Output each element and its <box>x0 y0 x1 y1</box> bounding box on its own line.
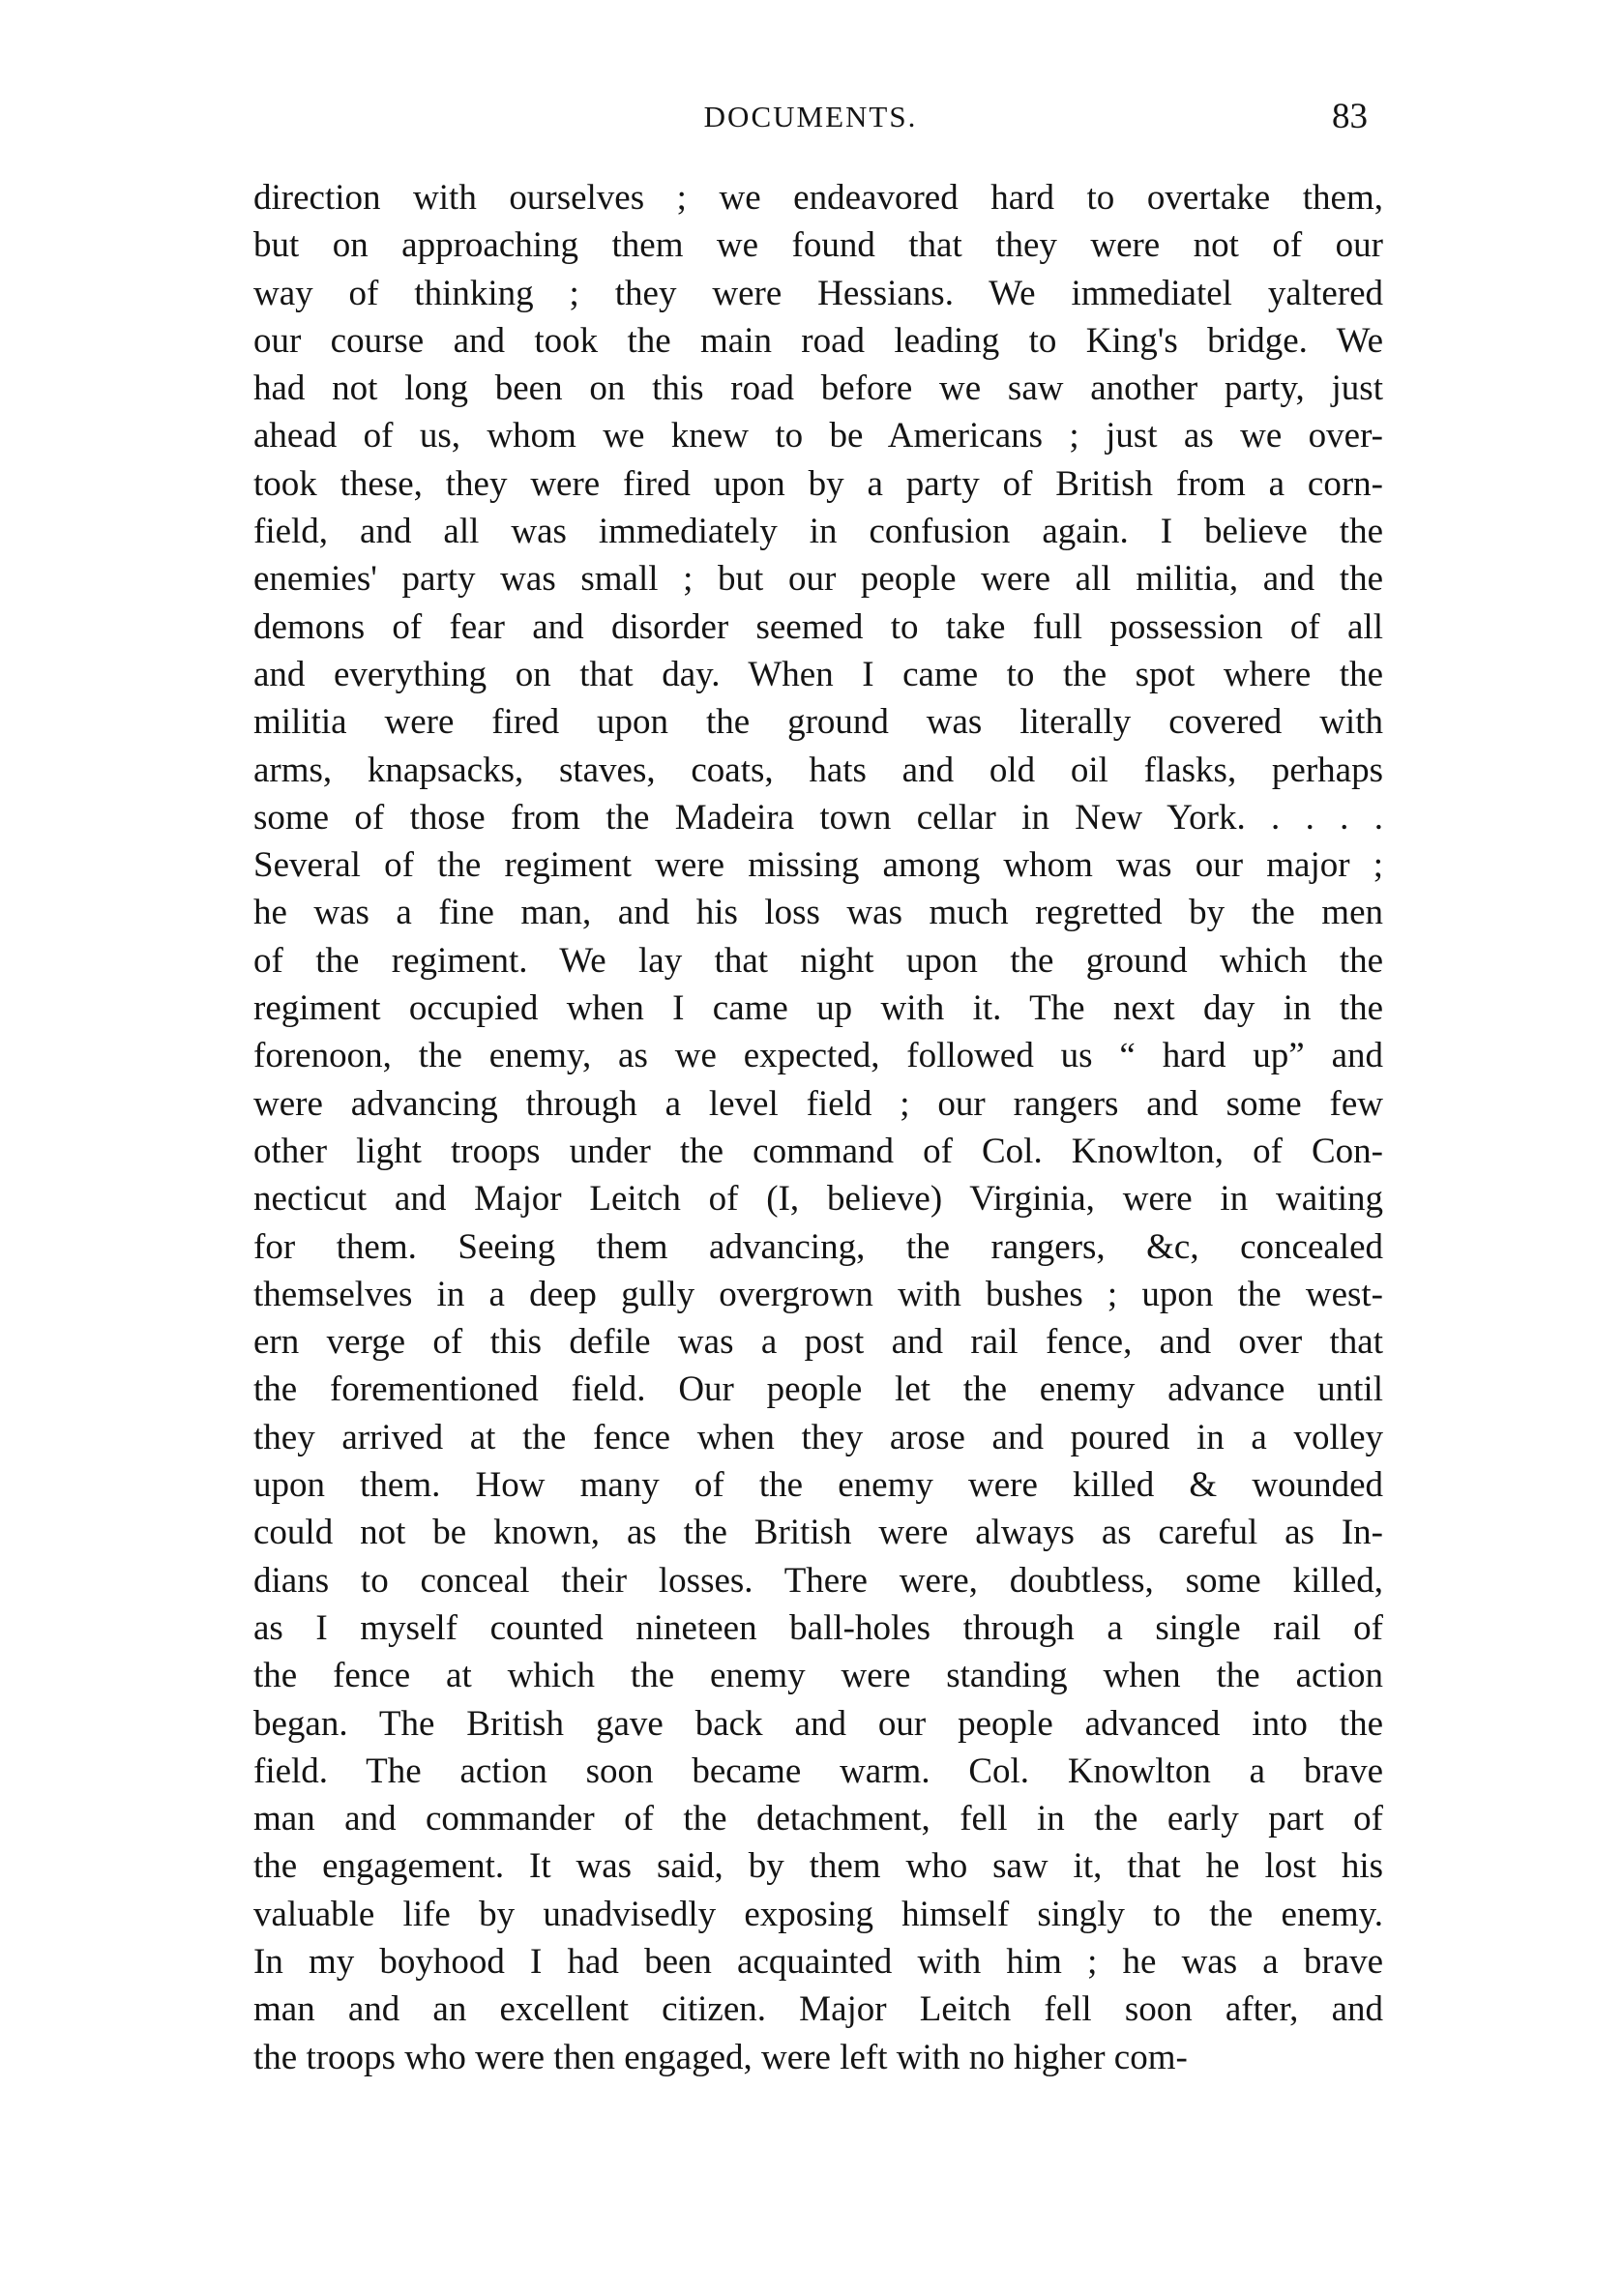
page-number: 83 <box>1332 97 1368 136</box>
text-line: man and an excellent citizen. Major Leitch fell soon after, and <box>253 1989 1383 2030</box>
text-line: and everything on that day. When I came to the spot where the <box>253 654 1383 694</box>
text-line: the fence at which the enemy were standing when the action <box>253 1656 1383 1696</box>
text-line: arms, knapsacks, staves, coats, hats and old oil flasks, perhaps <box>253 750 1383 790</box>
text-line: field. The action soon became warm. Col. Knowlton a brave <box>253 1751 1383 1791</box>
text-line: but on approaching them we found that they were not of our <box>253 225 1383 266</box>
text-line: had not long been on this road before we saw another party, just <box>253 368 1383 409</box>
text-line: militia were fired upon the ground was literally covered with <box>253 702 1383 743</box>
text-line: for them. Seeing them advancing, the rangers, &c, concealed <box>253 1226 1383 1267</box>
text-line: Several of the regiment were missing among whom was our major ; <box>253 845 1383 886</box>
text-line: upon them. How many of the enemy were killed & wounded <box>253 1465 1383 1506</box>
text-line: could not be known, as the British were always as careful as In- <box>253 1513 1383 1553</box>
text-line: regiment occupied when I came up with it. The next day in the <box>253 988 1383 1029</box>
text-line: began. The British gave back and our people advanced into the <box>253 1703 1383 1744</box>
text-line: direction with ourselves ; we endeavored hard to overtake them, <box>253 178 1383 218</box>
text-line: the forementioned field. Our people let the enemy advance until <box>253 1369 1383 1410</box>
text-line: themselves in a deep gully overgrown with bushes ; upon the west- <box>253 1274 1383 1314</box>
text-line: the engagement. It was said, by them who saw it, that he lost his <box>253 1846 1383 1887</box>
text-line: necticut and Major Leitch of (I, believe) Virginia, were in waiting <box>253 1179 1383 1220</box>
text-line: demons of fear and disorder seemed to take full possession of all <box>253 606 1383 647</box>
text-line: forenoon, the enemy, as we expected, followed us “ hard up” and <box>253 1036 1383 1076</box>
text-line: enemies' party was small ; but our people were all militia, and the <box>253 559 1383 600</box>
text-line: other light troops under the command of Col. Knowlton, of Con- <box>253 1131 1383 1171</box>
text-line: man and commander of the detachment, fell in the early part of <box>253 1799 1383 1839</box>
text-line: were advancing through a level field ; our rangers and some few <box>253 1083 1383 1124</box>
text-line: way of thinking ; they were Hessians. We immediatel yaltered <box>253 273 1383 313</box>
text-line: of the regiment. We lay that night upon the ground which the <box>253 940 1383 981</box>
text-line: In my boyhood I had been acquainted with him ; he was a brave <box>253 1941 1383 1982</box>
text-line: the troops who were then engaged, were left with no higher com- <box>253 2037 1188 2077</box>
text-line: some of those from the Madeira town cellar in New York. . . . . <box>253 797 1383 838</box>
text-line: he was a fine man, and his loss was much regretted by the men <box>253 893 1383 933</box>
text-line: took these, they were fired upon by a party of British from a corn- <box>253 463 1383 504</box>
text-line: valuable life by unadvisedly exposing himself singly to the enemy. <box>253 1894 1383 1934</box>
text-line: ern verge of this defile was a post and rail fence, and over that <box>253 1322 1383 1363</box>
text-line: ahead of us, whom we knew to be Americans ; just as we over- <box>253 416 1383 456</box>
text-line: our course and took the main road leading to King's bridge. We <box>253 320 1383 361</box>
text-line: as I myself counted nineteen ball-holes through a single rail of <box>253 1607 1383 1648</box>
running-head <box>253 95 1368 139</box>
text-line: field, and all was immediately in confusion again. I believe the <box>253 512 1383 552</box>
running-title: DOCUMENTS. <box>703 100 918 133</box>
text-line: they arrived at the fence when they arose and poured in a volley <box>253 1417 1383 1457</box>
text-line: dians to conceal their losses. There were, doubtless, some killed, <box>253 1560 1383 1601</box>
body-text <box>253 174 1383 2081</box>
